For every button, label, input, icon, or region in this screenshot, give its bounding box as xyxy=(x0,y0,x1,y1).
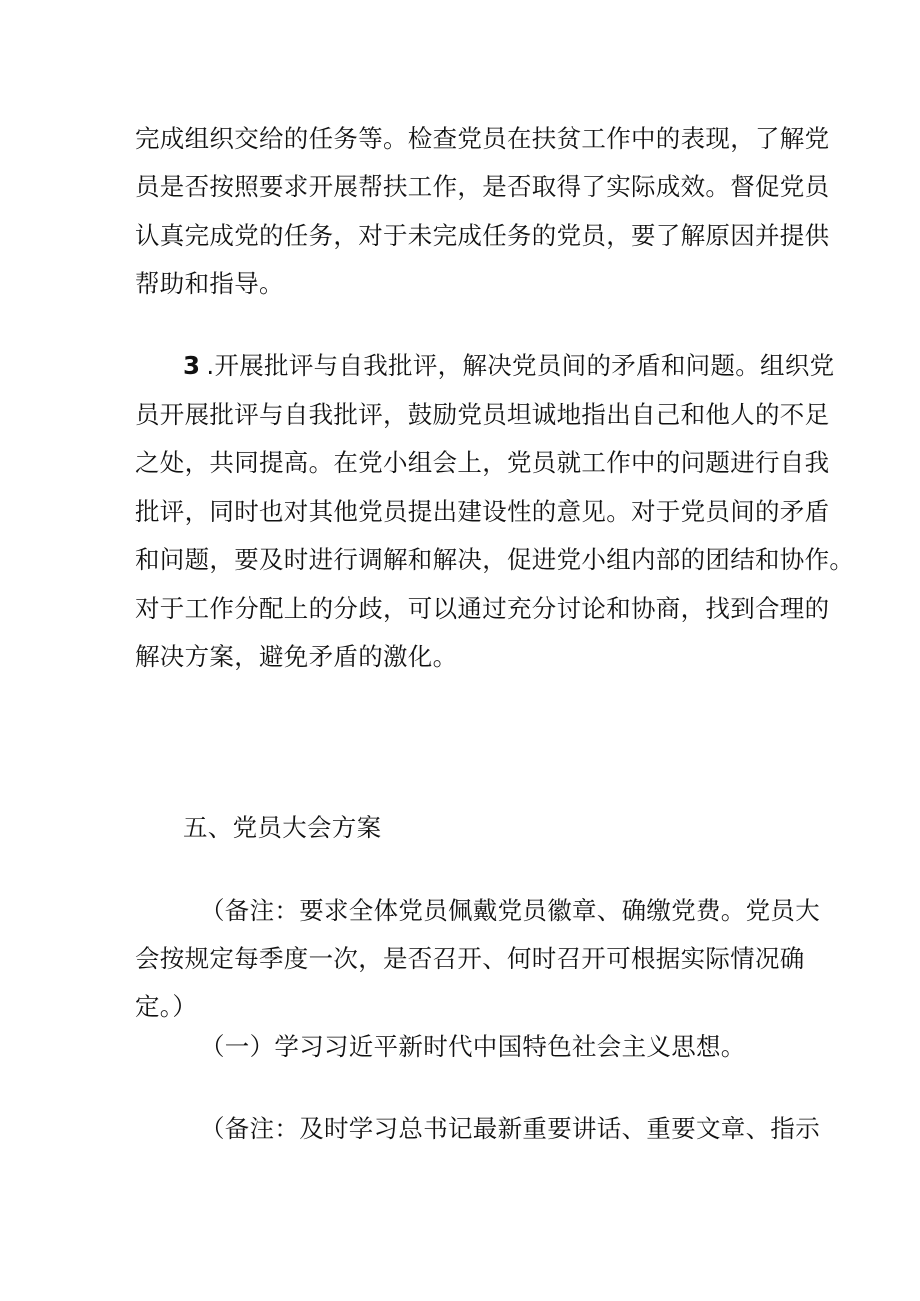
paragraph-2-line-6: 对于工作分配上的分歧，可以通过充分讨论和协商，找到合理的 xyxy=(135,594,830,623)
note-1-line-2: 会按规定每季度一次，是否召开、何时召开可根据实际情况确 xyxy=(135,944,805,973)
paragraph-1-line-2: 员是否按照要求开展帮扶工作，是否取得了实际成效。督促党员 xyxy=(135,172,830,201)
paragraph-2-line-7: 解决方案，避免矛盾的激化。 xyxy=(135,642,458,671)
paragraph-1-line-1: 完成组织交给的任务等。检查党员在扶贫工作中的表现，了解党 xyxy=(135,124,830,153)
paragraph-2-line-3: 之处，共同提高。在党小组会上，党员就工作中的问题进行自我 xyxy=(135,448,830,477)
paragraph-2-line-1 xyxy=(183,351,834,381)
paragraph-2-line-1-text: .开展批评与自我批评，解决党员间的矛盾和问题。组织党 xyxy=(206,351,835,380)
paragraph-2-number: 3 xyxy=(183,351,201,380)
item-1-heading: （一）学习习近平新时代中国特色社会主义思想。 xyxy=(200,1032,746,1061)
section-heading: 五、党员大会方案 xyxy=(183,813,382,842)
paragraph-1-line-4: 帮助和指导。 xyxy=(135,269,284,298)
paragraph-1-line-3: 认真完成党的任务，对于未完成任务的党员，要了解原因并提供 xyxy=(135,221,830,250)
note-1-line-3: 定。） xyxy=(135,992,198,1021)
paragraph-2-line-5: 和问题，要及时进行调解和解决，促进党小组内部的团结和协作。 xyxy=(135,545,855,574)
paragraph-2-line-2: 员开展批评与自我批评，鼓励党员坦诚地指出自己和他人的不足 xyxy=(135,400,830,429)
note-1-line-1: （备注：要求全体党员佩戴党员徽章、确缴党费。党员大 xyxy=(200,896,820,925)
paragraph-2-line-4: 批评，同时也对其他党员提出建设性的意见。对于党员间的矛盾 xyxy=(135,497,830,526)
note-2-line-1: （备注：及时学习总书记最新重要讲话、重要文章、指示 xyxy=(200,1114,820,1143)
